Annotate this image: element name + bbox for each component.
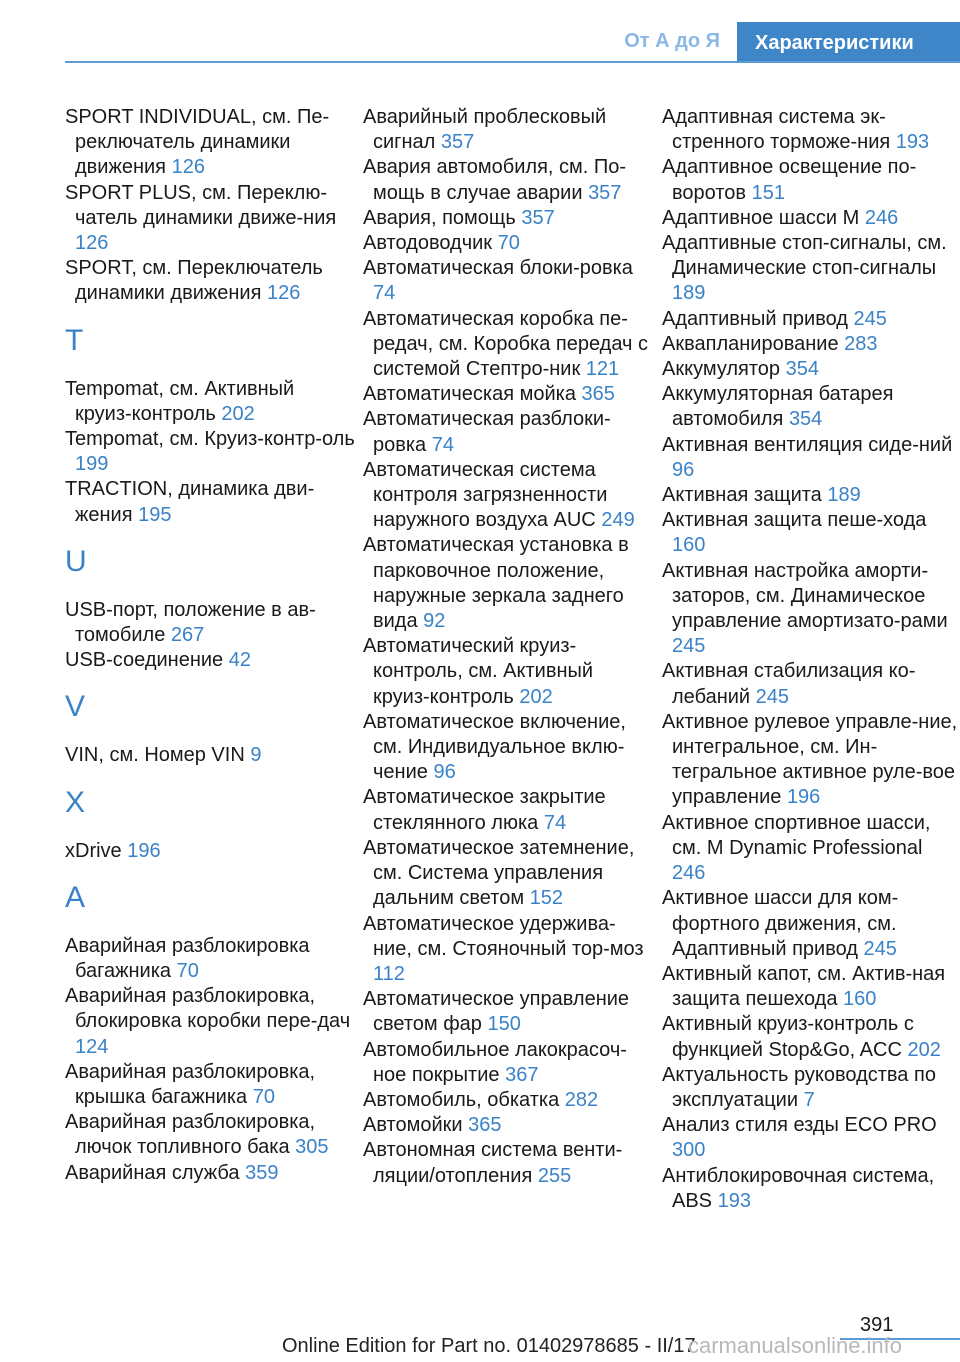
index-letter: U: [65, 544, 87, 578]
index-entry: [662, 483, 960, 508]
page-link[interactable]: 267: [170, 624, 205, 647]
page-link[interactable]: 92: [423, 610, 446, 633]
index-entry-text: Аккумуляторная батарея автомобиля: [662, 383, 894, 431]
index-entry-text: Активный круиз-контроль с функцией Stop&Go, ACC: [662, 1013, 914, 1061]
page-link[interactable]: 354: [785, 358, 819, 381]
index-entry-text: Автоматический круиз-контроль, см. Активный круиз-контроль: [363, 635, 594, 708]
page-link[interactable]: 96: [672, 458, 695, 481]
page-link[interactable]: 246: [864, 206, 899, 229]
index-entry: [662, 357, 960, 382]
index-entry-text: Авария автомобиля, см. По-мощь в случае аварии: [363, 156, 627, 204]
index-entry: [65, 1060, 355, 1110]
index-entry-text: Адаптивный привод: [662, 307, 848, 330]
index-entry-text: Tempomat, см. Активный круиз-контроль: [65, 377, 295, 425]
page-link[interactable]: 9: [250, 744, 262, 767]
index-entry-text: Автоматическая разблоки-ровка: [363, 408, 611, 456]
index-entry: [65, 839, 355, 864]
index-entry: [65, 934, 355, 984]
index-entry: [662, 155, 960, 205]
index-entry: [65, 1161, 355, 1186]
index-entry: [65, 598, 355, 648]
page-link[interactable]: 202: [907, 1038, 941, 1061]
index-entry-text: Авария, помощь: [363, 206, 516, 229]
index-entry-text: Адаптивное шасси M: [662, 206, 860, 229]
index-entry-text: Аварийный проблесковый сигнал: [363, 106, 607, 154]
index-entry-text: Актуальность руководства по эксплуатации: [662, 1063, 936, 1111]
page-header: [0, 0, 960, 62]
index-entry: [363, 785, 653, 835]
index-entry: [65, 477, 355, 527]
index-column-1: [65, 105, 355, 1186]
index-letter: V: [65, 690, 86, 724]
page-link[interactable]: 282: [564, 1088, 599, 1111]
index-entry: [662, 811, 960, 887]
index-entry-text: xDrive: [65, 839, 122, 862]
index-entry: [363, 307, 653, 383]
index-entry-text: SPORT, см. Переключатель динамики движения: [65, 257, 323, 305]
page-link[interactable]: 70: [252, 1086, 275, 1109]
section-tab: Характеристики: [737, 22, 960, 62]
breadcrumb: От А до Я: [624, 30, 720, 52]
index-entry: [65, 105, 355, 181]
page-link[interactable]: 74: [543, 811, 567, 834]
index-entry-text: Автоматическое закрытие стеклянного люка: [363, 786, 606, 834]
page-link[interactable]: 96: [433, 761, 456, 784]
index-entry: [662, 206, 960, 231]
page-link[interactable]: 74: [373, 282, 396, 305]
index-entry: [363, 1113, 653, 1138]
page-link[interactable]: 193: [717, 1189, 751, 1212]
index-entry: [363, 634, 653, 710]
index-entry-text: VIN, см. Номер VIN: [65, 744, 245, 767]
page-link[interactable]: 283: [844, 332, 878, 355]
page-link[interactable]: 74: [431, 433, 454, 456]
page-link[interactable]: 42: [228, 649, 251, 672]
index-entry-text: Автоматическое управление светом фар: [363, 988, 630, 1036]
page-link[interactable]: 160: [843, 988, 877, 1011]
index-entry-text: Аквапланирование: [662, 332, 839, 355]
index-entry-text: Автоматическое затемнение, см. Система управления дальним светом: [363, 836, 635, 910]
page-link[interactable]: 126: [171, 156, 205, 179]
page-link[interactable]: 121: [585, 358, 620, 381]
index-entry-text: Автомобиль, обкатка: [363, 1088, 560, 1111]
page-link[interactable]: 160: [672, 534, 706, 557]
page-link[interactable]: 357: [521, 206, 555, 229]
index-entry: [65, 377, 355, 427]
index-entry: [662, 710, 960, 811]
page-link[interactable]: 152: [529, 887, 564, 910]
index-entry: [65, 427, 355, 477]
index-entry: [65, 256, 355, 306]
page-link[interactable]: 7: [803, 1088, 815, 1111]
index-entry-text: USB-соединение: [65, 649, 224, 672]
index-entry: [363, 458, 653, 534]
index-entry: [363, 382, 653, 407]
index-entry: [65, 984, 355, 1060]
page-link[interactable]: 202: [221, 402, 255, 425]
page-link[interactable]: 70: [497, 232, 520, 255]
page-link[interactable]: 305: [295, 1136, 329, 1159]
index-entry-text: Автоматическая блоки-ровка: [363, 257, 633, 280]
page-link[interactable]: 249: [601, 509, 635, 532]
index-entry-text: Активное шасси для ком-фортного движения, см. Адаптивный привод: [662, 887, 899, 960]
page-link[interactable]: 193: [895, 131, 930, 154]
index-entry: [662, 1012, 960, 1062]
index-entry: [65, 743, 355, 768]
index-entry-text: Анализ стиля езды ECO PRO: [662, 1114, 937, 1137]
index-entry-text: Аккумулятор: [662, 358, 781, 381]
page-link[interactable]: 365: [581, 383, 615, 406]
index-entry-text: Аварийная разблокировка, блокировка коробки пере-дач: [65, 985, 351, 1033]
page-link[interactable]: 151: [751, 181, 785, 204]
index-entry: [363, 912, 653, 988]
index-entry: [363, 710, 653, 786]
index-entry: [65, 181, 355, 257]
index-entry: [662, 105, 960, 155]
index-entry: [363, 155, 653, 205]
page-link[interactable]: 367: [505, 1063, 539, 1086]
page-link[interactable]: 196: [127, 839, 161, 862]
index-entry: [662, 962, 960, 1012]
index-entry-text: Активное спортивное шасси, см. M Dynamic Professional: [662, 811, 931, 859]
index-entry: [363, 1088, 653, 1113]
index-entry: [662, 559, 960, 660]
index-entry-text: SPORT INDIVIDUAL, см. Пе-реключатель динамики движения: [65, 106, 330, 179]
page-link[interactable]: 365: [468, 1114, 502, 1137]
index-entry: [363, 987, 653, 1037]
index-entry-text: Адаптивное освещение по-воротов: [662, 156, 917, 204]
index-entry-text: Активная защита: [662, 484, 822, 507]
page-link[interactable]: 70: [176, 960, 199, 983]
page-link[interactable]: 357: [440, 131, 475, 154]
page-link[interactable]: 126: [75, 232, 109, 255]
index-entry-text: Адаптивные стоп-сигналы, см. Динамические стоп-сигналы: [662, 232, 947, 280]
index-entry: [363, 407, 653, 457]
page-link[interactable]: 359: [245, 1161, 279, 1184]
index-letter: X: [65, 785, 86, 819]
index-entry: [363, 256, 653, 306]
index-entry: [65, 648, 355, 673]
page-link[interactable]: 195: [138, 503, 172, 526]
index-entry: [662, 886, 960, 962]
header-divider: [65, 61, 960, 63]
index-entry-text: Tempomat, см. Круиз-контр-оль: [65, 428, 355, 451]
index-entry: [662, 231, 960, 307]
index-entry-text: Адаптивная система эк-стренного торможе-ния: [662, 106, 891, 154]
index-entry-text: Антиблокировочная система, ABS: [662, 1164, 935, 1212]
page-link[interactable]: 245: [853, 307, 887, 330]
index-entry: [363, 206, 653, 231]
page-link[interactable]: 354: [788, 408, 823, 431]
index-entry: [363, 231, 653, 256]
index-entry-text: TRACTION, динамика дви-жения: [65, 478, 315, 526]
index-column-3: [662, 105, 960, 1214]
watermark: carmanualsonline.info: [688, 1333, 903, 1358]
index-entry: [662, 1063, 960, 1113]
page-link[interactable]: 245: [755, 685, 790, 708]
page-link[interactable]: 300: [672, 1139, 706, 1162]
index-entry-text: Активное рулевое управле-ние, интегральное, см. Ин-тегральное активное руле-вое управление: [662, 710, 958, 809]
index-entry-text: Автомойки: [363, 1114, 463, 1137]
index-entry-text: Активная вентиляция сиде-ний: [662, 433, 953, 456]
index-entry-text: Активная защита пеше-хода: [662, 509, 927, 532]
index-entry-text: Автоматическое удержива-ние, см. Стояночный тор-моз: [363, 912, 644, 960]
index-entry-text: USB-порт, положение в ав-томобиле: [65, 598, 316, 647]
page-link[interactable]: 196: [786, 786, 821, 809]
index-entry-text: Аварийная служба: [65, 1161, 240, 1184]
index-entry-text: Автоматическая мойка: [363, 383, 576, 406]
index-entry-text: Активная стабилизация ко-лебаний: [662, 660, 916, 708]
index-entry-text: Автоматическая установка в парковочное положение, наружные зеркала заднего вида: [363, 534, 629, 633]
index-entry: [662, 332, 960, 357]
page-link[interactable]: 245: [672, 635, 706, 658]
index-entry-text: Аварийная разблокировка, лючок топливного бака: [65, 1111, 316, 1159]
index-entry-text: SPORT PLUS, см. Переклю-чатель динамики движе-ния: [65, 181, 337, 229]
edition-note: Online Edition for Part no. 01402978685 - II/17: [282, 1335, 696, 1357]
index-entry-text: Автоматическое включение, см. Индивидуальное вклю-чение: [363, 710, 626, 784]
index-entry: [662, 508, 960, 558]
index-entry-text: Автоматическая система контроля загрязненности наружного воздуха AUC: [363, 458, 608, 532]
page-link[interactable]: 112: [373, 962, 405, 985]
index-letter: T: [65, 323, 84, 357]
index-entry-text: Активный капот, см. Актив-ная защита пешехода: [662, 962, 946, 1011]
index-entry-text: Аварийная разблокировка, крышка багажника: [65, 1060, 316, 1109]
index-entry: [662, 1113, 960, 1163]
page-number: 391: [860, 1314, 894, 1336]
page-link[interactable]: 255: [537, 1164, 572, 1187]
page-link[interactable]: 246: [672, 862, 706, 885]
index-entry-text: Аварийная разблокировка багажника: [65, 934, 310, 983]
page-link[interactable]: 124: [75, 1035, 109, 1058]
page-link[interactable]: 202: [519, 685, 553, 708]
index-entry: [363, 105, 653, 155]
index-entry-text: Активная настройка аморти-заторов, см. Динамическое управление амортизато-рами: [662, 559, 948, 633]
page-link[interactable]: 189: [827, 484, 861, 507]
page-link[interactable]: 126: [267, 282, 301, 305]
index-entry: [363, 836, 653, 912]
index-entry: [65, 1110, 355, 1160]
index-entry-text: Автономная система венти-ляции/отопления: [363, 1139, 623, 1187]
index-entry: [662, 659, 960, 709]
index-entry: [662, 433, 960, 483]
index-entry-text: Автоматическая коробка пе-редач, см. Коробка передач с системой Стептро-ник: [363, 307, 648, 381]
index-entry: [662, 1164, 960, 1214]
index-column-2: [363, 105, 653, 1189]
index-entry: [363, 1138, 653, 1188]
index-entry-text: Автодоводчик: [363, 232, 493, 255]
page-link[interactable]: 150: [487, 1013, 521, 1036]
index-entry: [363, 533, 653, 634]
page-link[interactable]: 357: [588, 181, 622, 204]
index-entry: [662, 307, 960, 332]
index-entry: [662, 382, 960, 432]
index-entry: [363, 1038, 653, 1088]
page-link[interactable]: 245: [863, 937, 897, 960]
page-link[interactable]: 199: [75, 453, 109, 476]
index-letter: А: [65, 880, 86, 914]
page-link[interactable]: 189: [672, 282, 706, 305]
index-entry-text: Автомобильное лакокрасоч-ное покрытие: [363, 1038, 627, 1086]
